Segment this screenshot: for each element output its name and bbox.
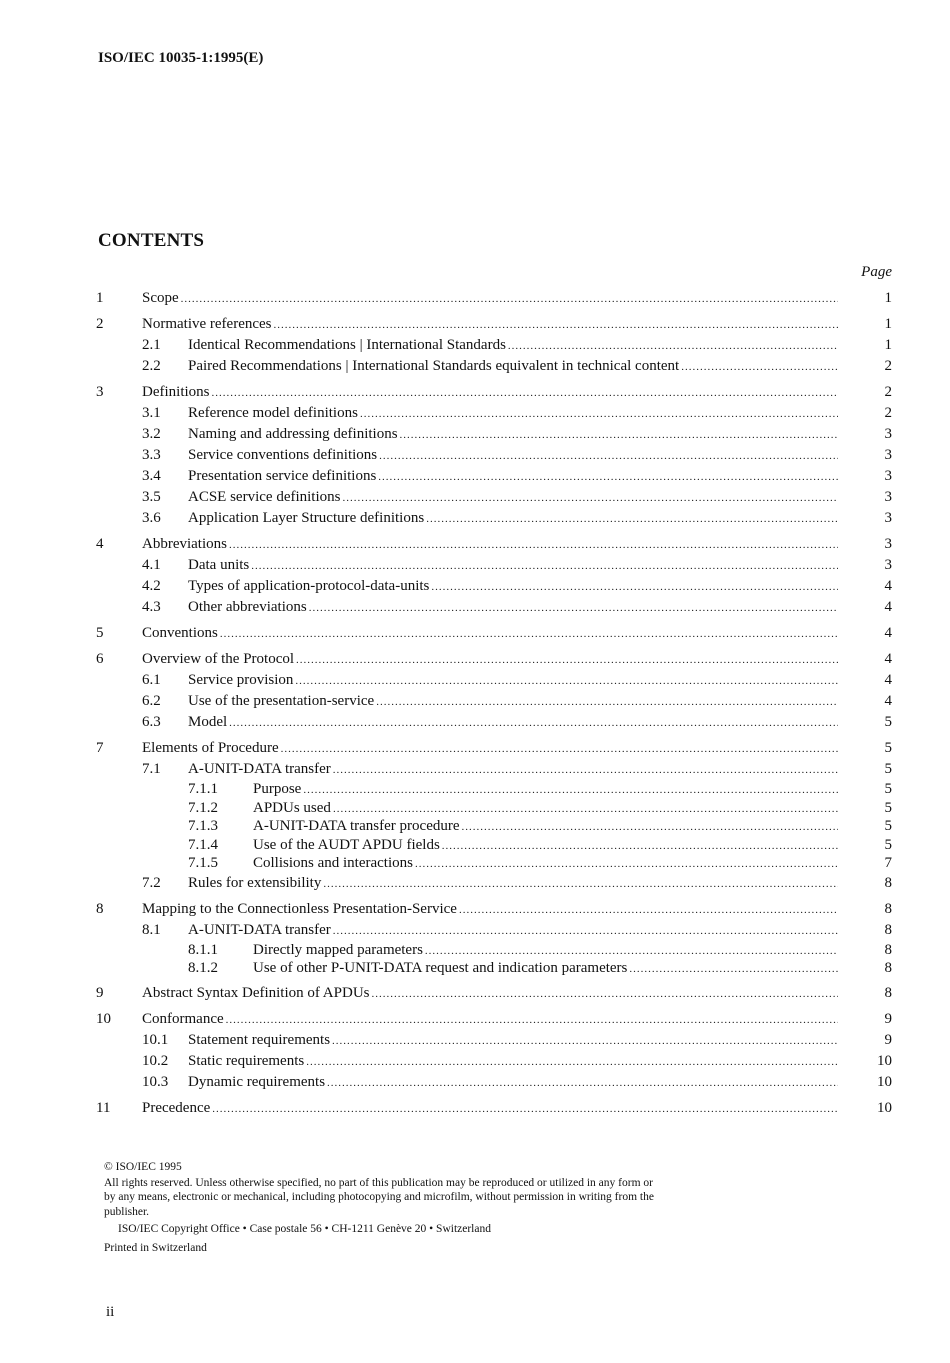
toc-entry-leader bbox=[253, 780, 838, 800]
dot-leader bbox=[333, 921, 838, 942]
dot-leader bbox=[295, 671, 838, 692]
toc-entry-title: Use of the presentation-service bbox=[188, 693, 375, 709]
toc-entry-leader bbox=[253, 836, 838, 856]
toc-entry-number: 10 bbox=[96, 1010, 111, 1027]
toc-entry-title: Data units bbox=[188, 557, 250, 573]
toc-entry-title: Identical Recommendations | International Standards bbox=[188, 337, 506, 353]
toc-entry-leader bbox=[188, 597, 838, 619]
toc-entry bbox=[0, 403, 950, 424]
toc-entry-title: Mapping to the Connectionless Presentation-Service bbox=[142, 900, 457, 917]
toc-entry-page: 8 bbox=[884, 960, 892, 976]
toc-entry bbox=[0, 597, 950, 618]
copyright-body: All rights reserved. Unless otherwise specified, no part of this publication may be reproduced or utilized in any form or by any means, electronic or mechanical, including photocopying and microfilm, without permission in writing from the publisher. bbox=[104, 1176, 654, 1218]
dot-leader bbox=[296, 650, 838, 671]
toc-entry-page: 3 bbox=[884, 447, 892, 463]
toc-entry-title: Abbreviations bbox=[142, 536, 227, 552]
toc-entry-title: Collisions and interactions bbox=[253, 855, 413, 871]
dot-leader bbox=[251, 556, 838, 577]
toc-entry-title: A-UNIT-DATA transfer bbox=[188, 761, 331, 777]
toc-entry-page: 5 bbox=[884, 799, 892, 816]
document-id-header: ISO/IEC 10035-1:1995(E) bbox=[98, 50, 264, 66]
dot-leader bbox=[508, 336, 838, 357]
toc-entry-page: 2 bbox=[884, 384, 892, 400]
toc-entry-title: Types of application-protocol-data-units bbox=[188, 578, 430, 594]
toc-entry bbox=[0, 555, 950, 576]
copyright-office: ISO/IEC Copyright Office • Case postale 56 • CH-1211 Genève 20 • Switzerland bbox=[118, 1223, 491, 1235]
toc-entry-leader bbox=[253, 941, 838, 961]
toc-entry-number: 3.4 bbox=[142, 468, 161, 484]
toc-entry-number: 8 bbox=[96, 900, 104, 917]
toc-entry-title: Reference model definitions bbox=[188, 405, 358, 421]
toc-entry-leader bbox=[142, 1009, 838, 1031]
toc-entry-page: 3 bbox=[884, 468, 892, 484]
toc-entry-page: 8 bbox=[884, 874, 892, 891]
toc-entry-number: 7 bbox=[96, 740, 104, 756]
toc-entry bbox=[0, 780, 950, 799]
dot-leader bbox=[379, 446, 838, 467]
toc-entry bbox=[0, 738, 950, 759]
toc-entry bbox=[0, 649, 950, 670]
dot-leader bbox=[415, 855, 838, 874]
dot-leader bbox=[281, 739, 838, 760]
toc-entry-title: Purpose bbox=[253, 781, 302, 797]
toc-entry bbox=[0, 445, 950, 466]
toc-entry-number: 8.1.1 bbox=[188, 941, 218, 958]
toc-entry-page: 10 bbox=[877, 1099, 892, 1116]
toc-entry bbox=[0, 1072, 950, 1093]
dot-leader bbox=[629, 960, 838, 979]
toc-entry bbox=[0, 623, 950, 644]
toc-entry-title: Elements of Procedure bbox=[142, 740, 279, 756]
toc-entry-number: 7.1 bbox=[142, 761, 161, 777]
toc-entry-number: 8.1 bbox=[142, 921, 161, 938]
toc-entry-number: 2.1 bbox=[142, 337, 161, 353]
toc-entry-title: Use of the AUDT APDU fields bbox=[253, 836, 440, 853]
toc-entry bbox=[0, 1098, 950, 1119]
toc-entry-leader bbox=[188, 487, 838, 509]
toc-entry-leader bbox=[142, 899, 838, 921]
toc-entry-number: 5 bbox=[96, 625, 104, 641]
toc-entry-number: 3.2 bbox=[142, 426, 161, 442]
toc-entry-leader bbox=[142, 314, 838, 336]
dot-leader bbox=[226, 1010, 838, 1031]
toc-entry-page: 4 bbox=[884, 578, 892, 594]
contents-title: CONTENTS bbox=[98, 230, 205, 251]
toc-entry-page: 4 bbox=[884, 672, 892, 688]
toc-entry bbox=[0, 799, 950, 818]
toc-entry-leader bbox=[253, 854, 838, 874]
printed-in: Printed in Switzerland bbox=[104, 1241, 207, 1254]
toc-entry-title: Model bbox=[188, 714, 228, 730]
toc-entry-leader bbox=[142, 382, 838, 404]
toc-entry bbox=[0, 817, 950, 836]
toc-entry bbox=[0, 712, 950, 733]
toc-entry-page: 10 bbox=[877, 1073, 892, 1090]
toc-entry-page: 10 bbox=[877, 1052, 892, 1069]
toc-entry-title: Overview of the Protocol bbox=[142, 651, 295, 667]
toc-entry-number: 4.1 bbox=[142, 557, 161, 573]
toc-entry-leader bbox=[142, 649, 838, 671]
dot-leader bbox=[378, 467, 838, 488]
toc-entry bbox=[0, 1009, 950, 1030]
toc-entry-title: APDUs used bbox=[253, 799, 331, 816]
toc-entry-leader bbox=[188, 424, 838, 446]
dot-leader bbox=[306, 1052, 838, 1073]
toc-entry-title: Use of other P-UNIT-DATA request and indication parameters bbox=[253, 960, 628, 976]
dot-leader bbox=[327, 1073, 838, 1094]
dot-leader bbox=[360, 404, 838, 425]
copyright-notice bbox=[104, 1160, 664, 1255]
dot-leader bbox=[342, 488, 838, 509]
toc-entry-number: 3.1 bbox=[142, 405, 161, 421]
toc-entry bbox=[0, 466, 950, 487]
toc-entry-number: 4 bbox=[96, 536, 104, 552]
toc-entry bbox=[0, 576, 950, 597]
toc-entry bbox=[0, 356, 950, 377]
toc-entry-page: 3 bbox=[884, 510, 892, 526]
toc-entry-number: 2 bbox=[96, 316, 104, 332]
dot-leader bbox=[220, 624, 838, 645]
toc-entry-leader bbox=[142, 738, 838, 760]
toc-entry bbox=[0, 314, 950, 335]
toc-entry-number: 7.2 bbox=[142, 874, 161, 891]
toc-entry-number: 3.6 bbox=[142, 510, 161, 526]
toc-entry-number: 2.2 bbox=[142, 358, 161, 374]
toc-entry-leader bbox=[142, 534, 838, 556]
toc-entry bbox=[0, 508, 950, 529]
toc-entry-number: 4.2 bbox=[142, 578, 161, 594]
toc-entry-page: 4 bbox=[884, 693, 892, 709]
toc-entry-title: Abstract Syntax Definition of APDUs bbox=[142, 984, 370, 1001]
toc-entry-title: Definitions bbox=[142, 384, 210, 400]
toc-entry-title: Presentation service definitions bbox=[188, 468, 377, 484]
toc-entry bbox=[0, 335, 950, 356]
toc-entry-page: 2 bbox=[884, 405, 892, 421]
toc-entry bbox=[0, 899, 950, 920]
dot-leader bbox=[274, 315, 838, 336]
toc-entry-page: 9 bbox=[884, 1010, 892, 1027]
toc-entry-page: 4 bbox=[884, 651, 892, 667]
toc-entry bbox=[0, 691, 950, 712]
toc-entry-number: 6.3 bbox=[142, 714, 161, 730]
toc-entry-number: 10.1 bbox=[142, 1031, 169, 1048]
toc-entry bbox=[0, 534, 950, 555]
toc-entry-number: 6.2 bbox=[142, 693, 161, 709]
dot-leader bbox=[459, 900, 838, 921]
toc-entry bbox=[0, 854, 950, 873]
toc-entry-title: Service conventions definitions bbox=[188, 447, 378, 463]
toc-entry-number: 6.1 bbox=[142, 672, 161, 688]
dot-leader bbox=[376, 692, 838, 713]
dot-leader bbox=[681, 357, 838, 378]
toc-entry bbox=[0, 382, 950, 403]
toc-entry-title: Normative references bbox=[142, 316, 272, 332]
toc-entry-number: 3 bbox=[96, 384, 104, 400]
toc-entry-page: 8 bbox=[884, 921, 892, 938]
toc-entry-title: ACSE service definitions bbox=[188, 489, 341, 505]
toc-entry-title: Paired Recommendations | International Standards equivalent in technical content bbox=[188, 358, 680, 374]
toc-entry-page: 5 bbox=[884, 740, 892, 756]
toc-entry-leader bbox=[188, 670, 838, 692]
toc-entry-leader bbox=[142, 623, 838, 645]
toc-entry-number: 10.3 bbox=[142, 1073, 169, 1090]
dot-leader bbox=[181, 289, 838, 310]
toc-entry-number: 3.3 bbox=[142, 447, 161, 463]
toc-entry-number: 11 bbox=[96, 1099, 111, 1116]
dot-leader bbox=[303, 781, 838, 800]
page-column-label: Page bbox=[861, 264, 892, 280]
toc-entry-title: A-UNIT-DATA transfer procedure bbox=[253, 818, 460, 834]
toc-entry-leader bbox=[188, 1051, 838, 1073]
dot-leader bbox=[442, 837, 838, 856]
page-number: ii bbox=[106, 1304, 115, 1320]
toc-entry-page: 7 bbox=[884, 855, 892, 871]
toc-entry-page: 5 bbox=[884, 818, 892, 834]
dot-leader bbox=[371, 984, 838, 1005]
toc-entry-leader bbox=[188, 920, 838, 942]
toc-entry-page: 8 bbox=[884, 900, 892, 917]
toc-entry-page: 1 bbox=[884, 316, 892, 332]
dot-leader bbox=[212, 383, 839, 404]
toc-entry-leader bbox=[188, 691, 838, 713]
dot-leader bbox=[229, 713, 838, 734]
toc-entry-leader bbox=[188, 759, 838, 781]
toc-entry-page: 1 bbox=[884, 290, 892, 306]
dot-leader bbox=[229, 535, 838, 556]
toc-entry-leader bbox=[188, 1030, 838, 1052]
toc-entry-title: Conformance bbox=[142, 1010, 224, 1027]
toc-entry-leader bbox=[253, 959, 838, 979]
dot-leader bbox=[212, 1099, 838, 1120]
toc-entry-leader bbox=[188, 356, 838, 378]
dot-leader bbox=[309, 598, 838, 619]
toc-entry-leader bbox=[188, 403, 838, 425]
table-of-contents bbox=[0, 288, 950, 1119]
toc-entry bbox=[0, 873, 950, 894]
toc-entry-title: Rules for extensibility bbox=[188, 874, 322, 891]
toc-entry-page: 1 bbox=[884, 337, 892, 353]
toc-entry-page: 2 bbox=[884, 358, 892, 374]
dot-leader bbox=[333, 800, 838, 819]
toc-entry-page: 3 bbox=[884, 536, 892, 552]
toc-entry bbox=[0, 288, 950, 309]
dot-leader bbox=[426, 509, 838, 530]
toc-entry bbox=[0, 1030, 950, 1051]
toc-entry bbox=[0, 920, 950, 941]
toc-entry-number: 4.3 bbox=[142, 599, 161, 615]
toc-entry-title: Dynamic requirements bbox=[188, 1073, 326, 1090]
toc-entry-leader bbox=[142, 983, 838, 1005]
toc-entry-leader bbox=[188, 445, 838, 467]
toc-entry-leader bbox=[188, 508, 838, 530]
toc-entry-title: Statement requirements bbox=[188, 1031, 331, 1048]
toc-entry-number: 1 bbox=[96, 290, 104, 306]
toc-entry-page: 8 bbox=[884, 941, 892, 958]
toc-entry-title: Directly mapped parameters bbox=[253, 941, 423, 958]
toc-entry-page: 5 bbox=[884, 836, 892, 853]
toc-entry-number: 6 bbox=[96, 651, 104, 667]
toc-entry-page: 4 bbox=[884, 625, 892, 641]
toc-entry-number: 8.1.2 bbox=[188, 960, 218, 976]
copyright-line: © ISO/IEC 1995 bbox=[104, 1161, 182, 1173]
toc-entry bbox=[0, 836, 950, 855]
toc-entry bbox=[0, 1051, 950, 1072]
dot-leader bbox=[323, 874, 838, 895]
toc-entry-number: 7.1.5 bbox=[188, 855, 218, 871]
toc-entry-number: 3.5 bbox=[142, 489, 161, 505]
toc-entry-title: Precedence bbox=[142, 1099, 211, 1116]
toc-entry bbox=[0, 424, 950, 445]
toc-entry-number: 7.1.3 bbox=[188, 818, 218, 834]
toc-entry-title: Service provision bbox=[188, 672, 294, 688]
toc-entry-leader bbox=[142, 1098, 838, 1120]
toc-entry-title: Application Layer Structure definitions bbox=[188, 510, 425, 526]
toc-entry-page: 3 bbox=[884, 489, 892, 505]
dot-leader bbox=[462, 818, 838, 837]
toc-entry-leader bbox=[253, 799, 838, 819]
toc-entry bbox=[0, 941, 950, 960]
toc-entry-title: Scope bbox=[142, 290, 179, 306]
toc-entry bbox=[0, 759, 950, 780]
toc-entry-title: Naming and addressing definitions bbox=[188, 426, 398, 442]
toc-entry-leader bbox=[253, 817, 838, 837]
toc-entry-page: 5 bbox=[884, 714, 892, 730]
toc-entry bbox=[0, 959, 950, 978]
toc-entry-number: 7.1.2 bbox=[188, 799, 218, 816]
dot-leader bbox=[431, 577, 838, 598]
toc-entry-number: 9 bbox=[96, 984, 104, 1001]
toc-entry-leader bbox=[142, 288, 838, 310]
toc-entry-leader bbox=[188, 335, 838, 357]
toc-entry-leader bbox=[188, 873, 838, 895]
toc-entry-page: 5 bbox=[884, 781, 892, 797]
toc-entry-title: Conventions bbox=[142, 625, 218, 641]
toc-entry-page: 3 bbox=[884, 557, 892, 573]
toc-entry-number: 7.1.4 bbox=[188, 836, 218, 853]
toc-entry-leader bbox=[188, 555, 838, 577]
toc-entry-title: Static requirements bbox=[188, 1052, 305, 1069]
toc-entry-title: A-UNIT-DATA transfer bbox=[188, 921, 331, 938]
toc-entry-page: 4 bbox=[884, 599, 892, 615]
dot-leader bbox=[332, 1031, 838, 1052]
toc-entry bbox=[0, 487, 950, 508]
toc-entry-number: 7.1.1 bbox=[188, 781, 218, 797]
toc-entry-leader bbox=[188, 712, 838, 734]
dot-leader bbox=[333, 760, 838, 781]
toc-entry bbox=[0, 670, 950, 691]
toc-entry bbox=[0, 983, 950, 1004]
toc-entry-leader bbox=[188, 1072, 838, 1094]
toc-entry-title: Other abbreviations bbox=[188, 599, 307, 615]
toc-entry-leader bbox=[188, 466, 838, 488]
toc-entry-page: 8 bbox=[884, 984, 892, 1001]
dot-leader bbox=[400, 425, 838, 446]
toc-entry-leader bbox=[188, 576, 838, 598]
toc-entry-number: 10.2 bbox=[142, 1052, 169, 1069]
toc-entry-page: 9 bbox=[884, 1031, 892, 1048]
dot-leader bbox=[425, 942, 838, 961]
toc-entry-page: 5 bbox=[884, 761, 892, 777]
toc-entry-page: 3 bbox=[884, 426, 892, 442]
